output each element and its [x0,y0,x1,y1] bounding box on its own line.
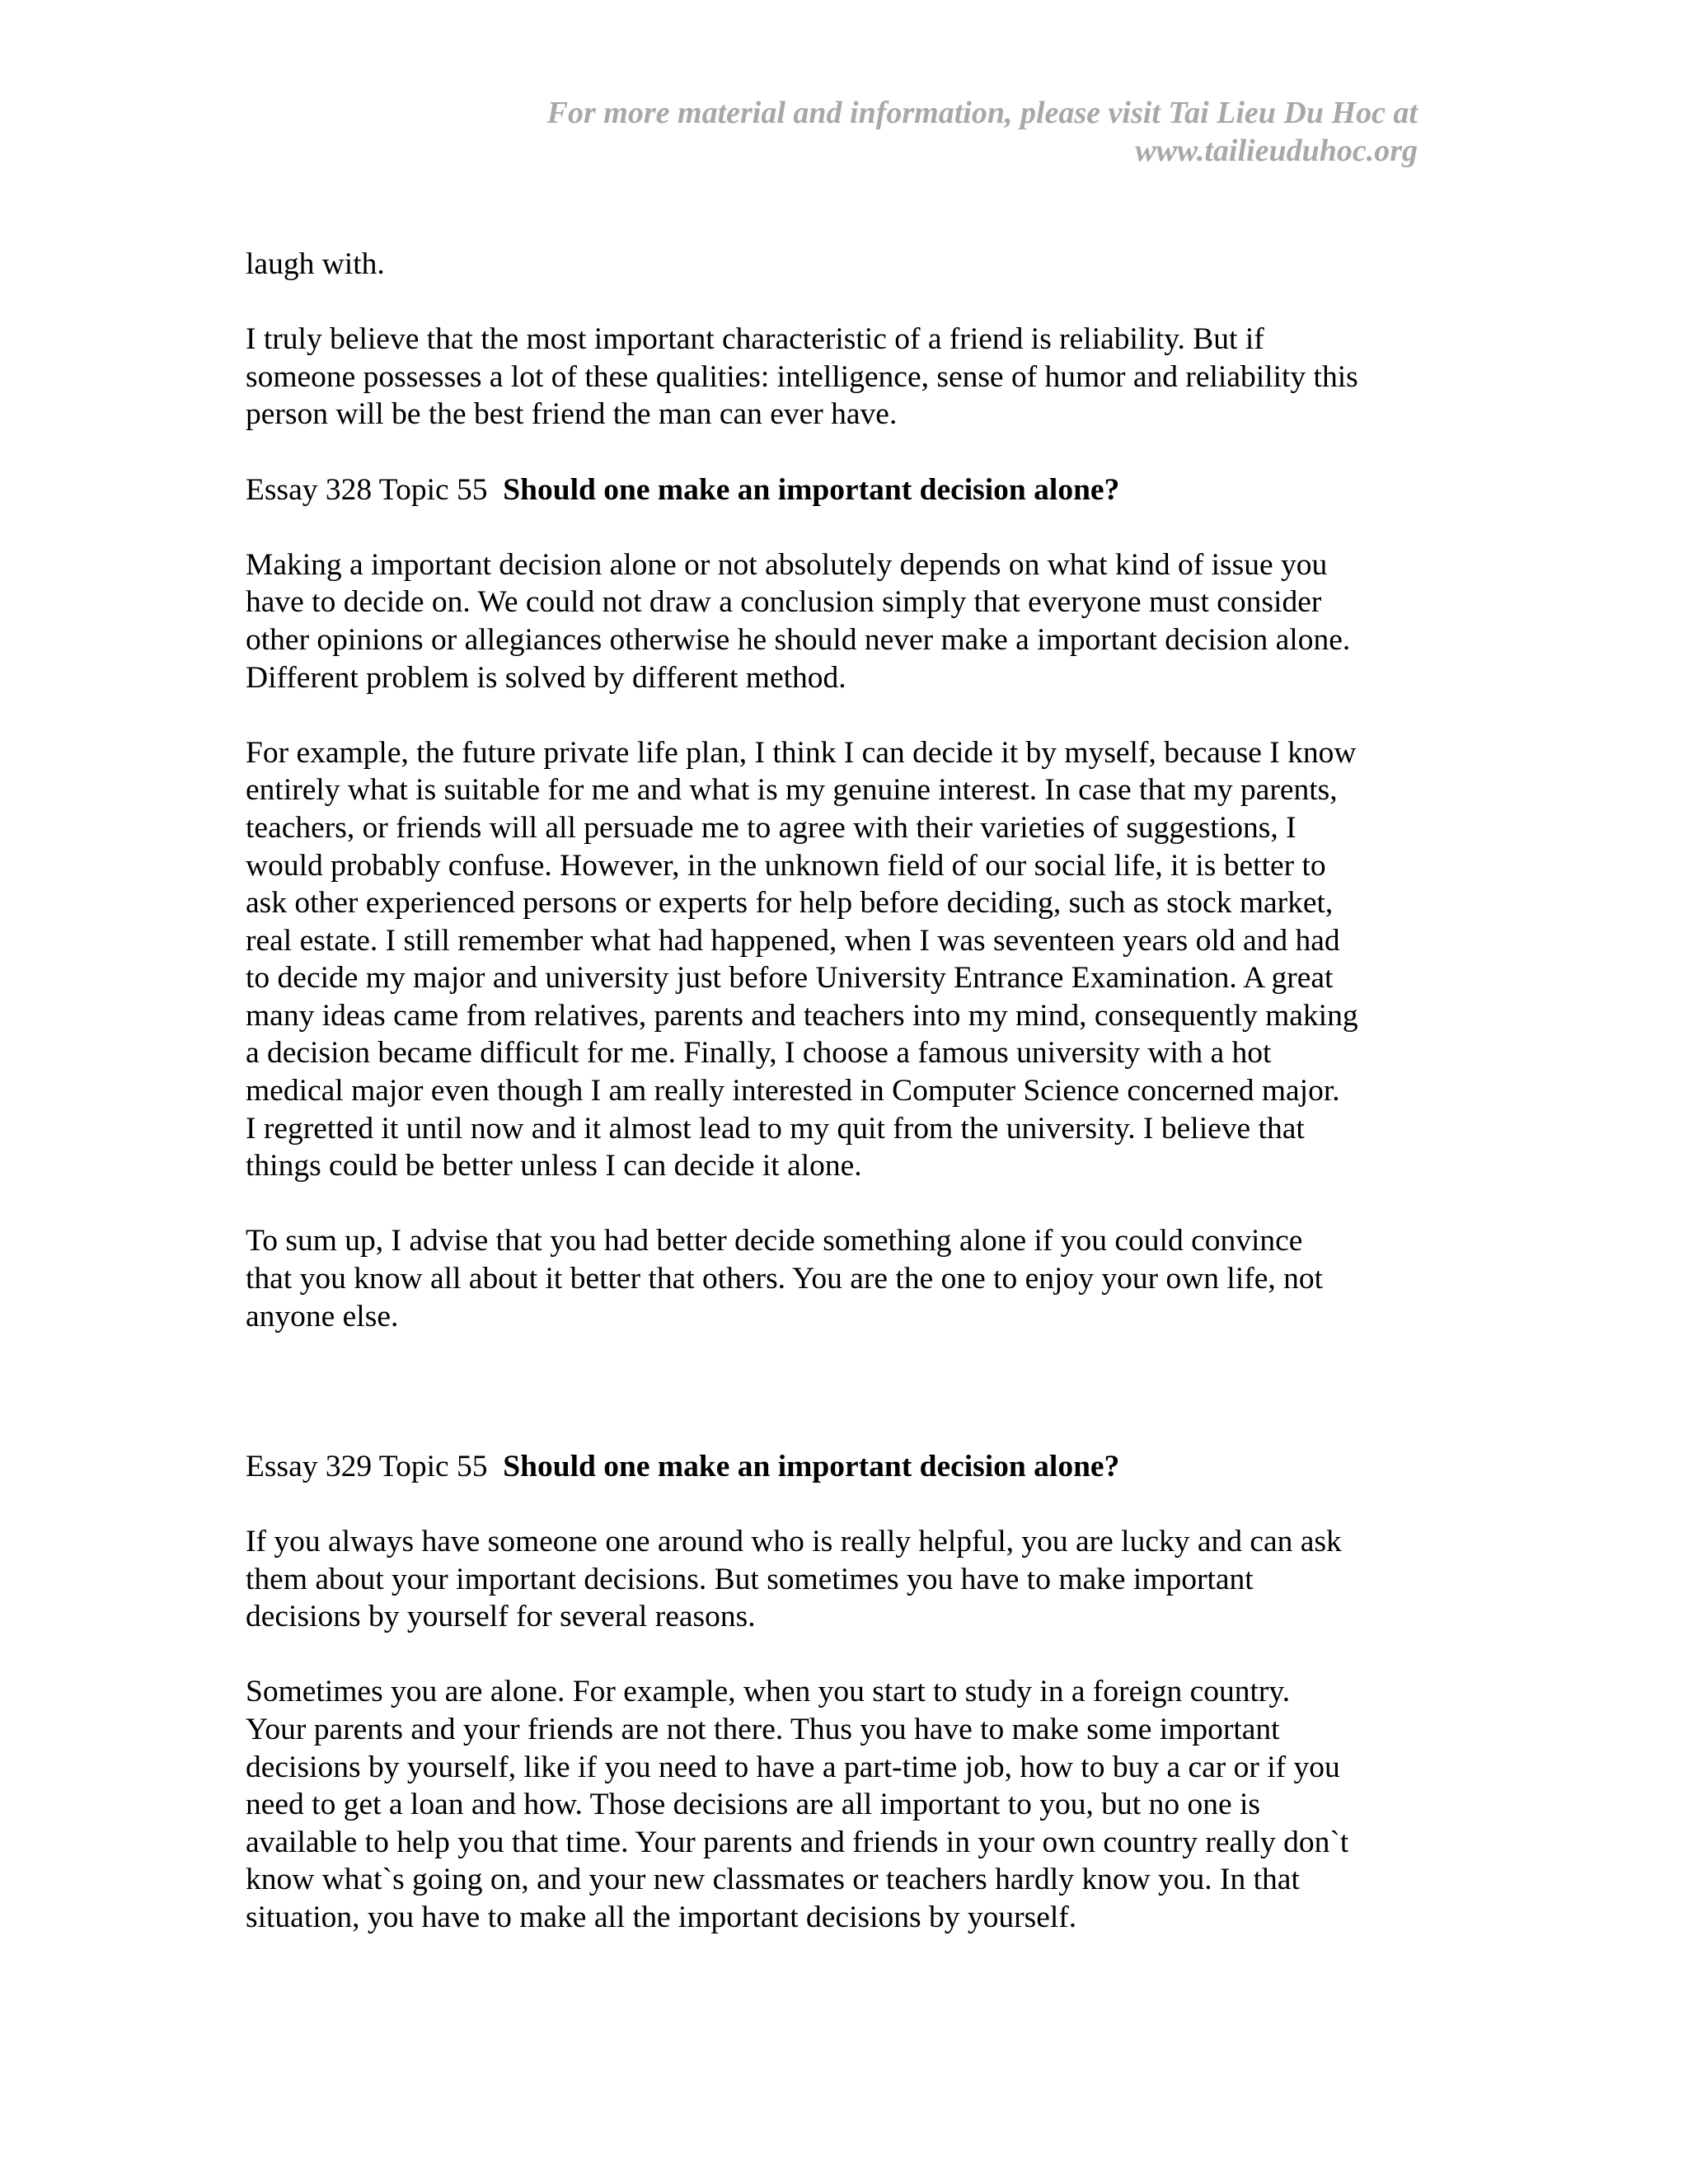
text-line: teachers, or friends will all persuade me to agree with their varieties of suggestions, I [246,810,1296,845]
essay-heading-328 [246,471,1432,509]
text-line: someone possesses a lot of these qualities: intelligence, sense of humor and reliability this [246,359,1358,394]
paragraph-conclusion-328 [246,1222,1432,1335]
text-line: ask other experienced persons or experts for help before deciding, such as stock market, [246,886,1334,921]
section-spacer [246,1373,1432,1448]
text-line: real estate. I still remember what had happened, when I was seventeen years old and had [246,923,1340,958]
paragraph-continuation [246,246,1432,284]
document-body [246,246,1432,1974]
text-line: medical major even though I am really interested in Computer Science concerned major. [246,1074,1340,1108]
paragraph-body-328 [246,734,1432,1185]
text-line: I regretted it until now and it almost lead to my quit from the university. I believe that [246,1111,1305,1146]
paragraph-intro-329 [246,1523,1432,1636]
text-line: Sometimes you are alone. For example, when you start to study in a foreign country. [246,1675,1291,1709]
text-line: decisions by yourself for several reasons. [246,1600,756,1634]
text-line: Your parents and your friends are not there. Thus you have to make some important [246,1712,1280,1746]
essay-heading-329 [246,1448,1432,1486]
header-website: www.tailieuduhoc.org [1135,134,1418,168]
text-line: person will be the best friend the man can ever have. [246,397,898,432]
text-line: To sum up, I advise that you had better decide something alone if you could convince [246,1224,1303,1258]
text-line: other opinions or allegiances otherwise he should never make a important decision alone. [246,622,1351,657]
essay-label: Essay 328 Topic 55 [246,472,488,507]
text-line: many ideas came from relatives, parents and teachers into my mind, consequently making [246,998,1358,1033]
text-line: situation, you have to make all the important decisions by yourself. [246,1900,1077,1934]
text-line: decisions by yourself, like if you need to have a part-time job, how to buy a car or if you [246,1750,1340,1784]
text-line: would probably confuse. However, in the unknown field of our social life, it is better to [246,848,1326,883]
text-line: have to decide on. We could not draw a conclusion simply that everyone must consider [246,585,1322,620]
text-line: I truly believe that the most important characteristic of a friend is reliability. But if [246,322,1264,357]
text-line: For example, the future private life plan, I think I can decide it by myself, because I know [246,735,1357,770]
essay-topic-title: Should one make an important decision alone? [503,472,1120,507]
text-line: Making a important decision alone or not absolutely depends on what kind of issue you [246,547,1328,582]
paragraph-body-329 [246,1673,1432,1936]
paragraph-conclusion-327 [246,321,1432,434]
page-header [429,94,1418,170]
paragraph-intro-328 [246,546,1432,696]
essay-label: Essay 329 Topic 55 [246,1449,488,1483]
text-line: need to get a loan and how. Those decisions are all important to you, but no one is [246,1788,1260,1822]
text-line: anyone else. [246,1299,399,1333]
text-line: Different problem is solved by different method. [246,660,846,695]
text-line: laugh with. [246,247,385,281]
text-line: things could be better unless I can decide it alone. [246,1149,862,1183]
header-line-1: For more material and information, please visit Tai Lieu Du Hoc at [546,96,1418,130]
text-line: If you always have someone one around who is really helpful, you are lucky and can ask [246,1525,1342,1558]
text-line: entirely what is suitable for me and what is my genuine interest. In case that my parents, [246,773,1338,808]
text-line: know what`s going on, and your new classmates or teachers hardly know you. In that [246,1863,1300,1897]
text-line: available to help you that time. Your parents and friends in your own country really don`t [246,1825,1349,1859]
text-line: them about your important decisions. But sometimes you have to make important [246,1562,1254,1596]
text-line: a decision became difficult for me. Finally, I choose a famous university with a hot [246,1036,1272,1071]
text-line: to decide my major and university just before University Entrance Examination. A great [246,961,1334,996]
text-line: that you know all about it better that others. You are the one to enjoy your own life, not [246,1262,1324,1296]
essay-topic-title: Should one make an important decision alone? [503,1449,1120,1483]
